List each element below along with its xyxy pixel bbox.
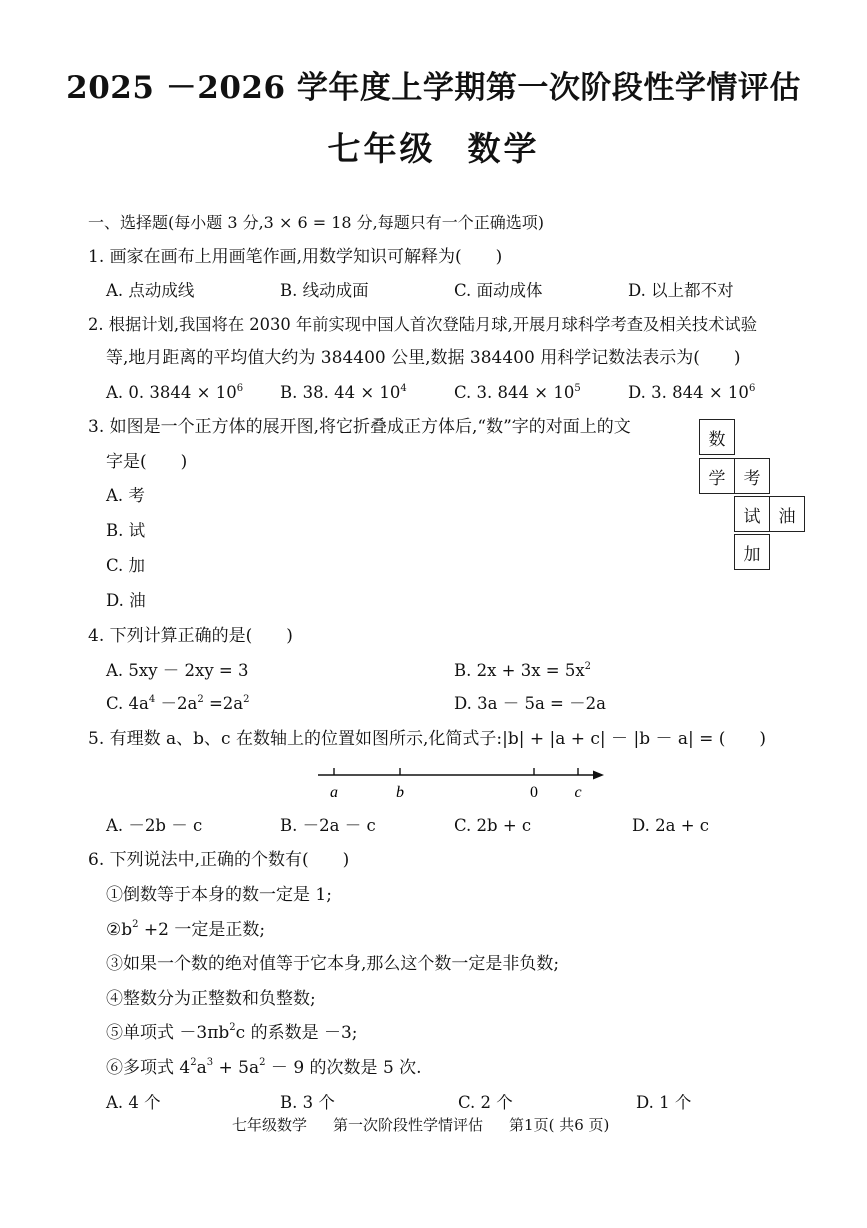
q4-option-a: A. 5xy － 2xy = 3 — [106, 661, 249, 680]
q2-option-d-text: D. 3. 844 × 10 — [628, 383, 749, 402]
exam-subtitle — [0, 123, 867, 170]
q3-option-a: A. 考 — [106, 486, 145, 505]
q6-statement-6 — [106, 1058, 422, 1078]
q6-s5-p1: ⑤单项式 －3πb — [106, 1023, 230, 1043]
q4-option-d: D. 3a － 5a = －2a — [454, 694, 606, 713]
q6-s6-e1: 2 — [190, 1057, 197, 1069]
q6-s2-exp: 2 — [132, 919, 139, 931]
q4-option-c-p3: =2a — [203, 694, 244, 713]
q6-s6-p2: a — [196, 1058, 207, 1078]
axis-label-a: a — [330, 784, 338, 801]
page-footer — [232, 1114, 635, 1135]
q3-stem-line2: 字是( ) — [106, 452, 188, 472]
q6-option-a: A. 4 个 — [106, 1093, 161, 1112]
cube-face-jia: 加 — [734, 534, 770, 570]
q6-statement-1: ①倒数等于本身的数一定是 1; — [106, 885, 332, 905]
q4-option-c-e1: 4 — [148, 693, 156, 705]
q6-option-b: B. 3 个 — [280, 1093, 335, 1112]
cube-face-you: 油 — [769, 496, 805, 532]
axis-label-zero: 0 — [530, 784, 538, 801]
grade-label: 七年级 — [327, 129, 436, 168]
section-heading: 一、选择题(每小题 3 分,3 × 6 = 18 分,每题只有一个正确选项) — [88, 213, 544, 232]
q2-option-a-text: A. 0. 3844 × 10 — [106, 383, 237, 402]
q1-option-b: B. 线动成面 — [280, 281, 369, 300]
q4-option-c-e2: 2 — [197, 693, 204, 705]
q6-s6-p3: + 5a — [213, 1058, 260, 1078]
q2-option-c-text: C. 3. 844 × 10 — [454, 383, 575, 402]
q4-option-b-exp: 2 — [584, 660, 592, 672]
q6-s5-exp: 2 — [229, 1022, 236, 1034]
q2-option-d — [628, 383, 755, 403]
q6-s6-e2: 3 — [206, 1057, 214, 1069]
q2-option-a — [106, 383, 243, 403]
q2-option-c — [454, 383, 581, 403]
q6-statement-2 — [106, 920, 265, 940]
q2-stem-line2: 等,地月距离的平均值大约为 384400 公里,数据 384400 用科学记数法表示为( ) — [106, 348, 741, 368]
footer-subject: 七年级数学 — [232, 1116, 308, 1134]
q2-option-b-exp: 4 — [400, 382, 407, 394]
q4-option-b — [454, 661, 591, 681]
cube-face-shi: 试 — [734, 496, 770, 532]
q5-option-d: D. 2a + c — [632, 816, 710, 835]
q6-s5-p2: c 的系数是 －3; — [235, 1023, 358, 1043]
q6-s2-p1: ②b — [106, 920, 133, 940]
q2-option-a-exp: 6 — [236, 382, 244, 394]
q6-statement-3: ③如果一个数的绝对值等于它本身,那么这个数一定是非负数; — [106, 954, 560, 974]
q3-option-b: B. 试 — [106, 521, 146, 540]
q2-option-d-exp: 6 — [748, 382, 756, 394]
q6-option-d: D. 1 个 — [636, 1093, 692, 1112]
q6-stem: 6. 下列说法中,正确的个数有( ) — [88, 850, 350, 870]
cube-face-shu: 数 — [699, 419, 735, 455]
q5-option-b: B. －2a － c — [280, 816, 376, 835]
q2-stem-line1: 2. 根据计划,我国将在 2030 年前实现中国人首次登陆月球,开展月球科学考查及相关技术试验 — [88, 315, 757, 334]
q4-option-c-e3: 2 — [243, 693, 250, 705]
q1-stem: 1. 画家在画布上用画笔作画,用数学知识可解释为( ) — [88, 247, 503, 267]
q5-stem: 5. 有理数 a、b、c 在数轴上的位置如图所示,化简式子:|b| + |a + c| － |b － a| = ( ) — [88, 729, 767, 749]
q6-option-c: C. 2 个 — [458, 1093, 513, 1112]
q6-statement-4: ④整数分为正整数和负整数; — [106, 989, 316, 1009]
q4-option-c-p2: －2a — [155, 694, 198, 713]
q1-option-c: C. 面动成体 — [454, 281, 543, 300]
q5-option-c: C. 2b + c — [454, 816, 532, 835]
q6-s6-e3: 2 — [259, 1057, 266, 1069]
number-line — [312, 762, 612, 804]
q6-s6-p4: － 9 的次数是 5 次. — [265, 1058, 422, 1078]
q4-option-c-p1: C. 4a — [106, 694, 149, 713]
q2-option-b-text: B. 38. 44 × 10 — [280, 383, 401, 402]
q3-option-c: C. 加 — [106, 556, 146, 575]
q4-option-c — [106, 694, 250, 714]
footer-exam: 第一次阶段性学情评估 — [333, 1116, 484, 1134]
axis-arrow — [593, 771, 604, 780]
q5-option-a: A. －2b － c — [106, 816, 203, 835]
q3-stem-line1: 3. 如图是一个正方体的展开图,将它折叠成正方体后,“数”字的对面上的文 — [88, 417, 631, 437]
q6-s2-p2: +2 一定是正数; — [138, 920, 266, 940]
axis-label-c: c — [574, 784, 582, 801]
q3-option-d: D. 油 — [106, 591, 146, 610]
q1-option-a: A. 点动成线 — [106, 281, 195, 300]
q2-option-c-exp: 5 — [574, 382, 581, 394]
q4-option-b-text: B. 2x + 3x = 5x — [454, 661, 585, 680]
q1-option-d: D. 以上都不对 — [628, 281, 734, 300]
cube-face-kao: 考 — [734, 458, 770, 494]
subject-label: 数学 — [467, 129, 540, 168]
exam-title: 2025 －2026 学年度上学期第一次阶段性学情评估 — [66, 70, 801, 106]
q6-s6-p1: ⑥多项式 4 — [106, 1058, 191, 1078]
q2-option-b — [280, 383, 407, 403]
cube-face-xue: 学 — [699, 458, 735, 494]
q4-stem: 4. 下列计算正确的是( ) — [88, 626, 293, 646]
q6-statement-5 — [106, 1023, 358, 1043]
footer-page: 第1页( 共6 页) — [509, 1116, 610, 1134]
axis-label-b: b — [396, 784, 404, 801]
